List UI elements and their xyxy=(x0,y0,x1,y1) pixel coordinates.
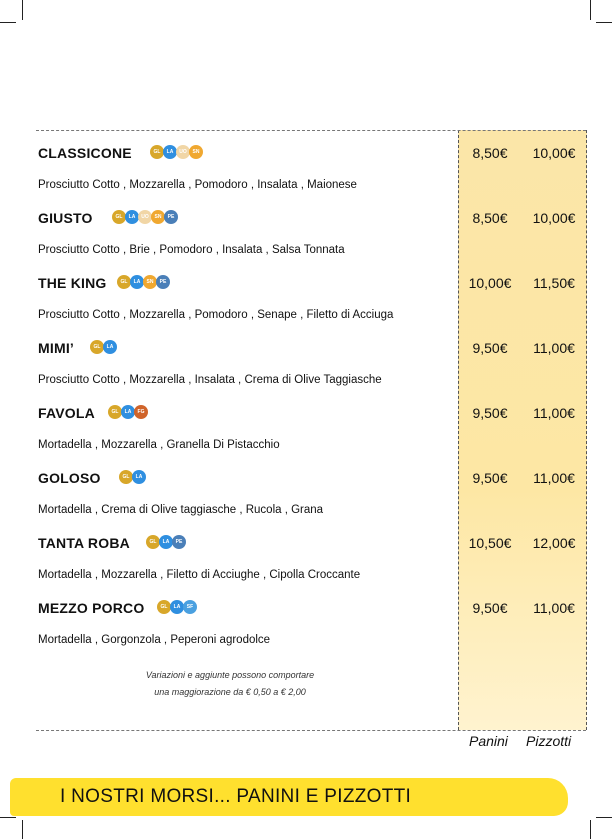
item-description: Prosciutto Cotto , Brie , Pomodoro , Insalata , Salsa Tonnata xyxy=(38,244,345,256)
item-description: Prosciutto Cotto , Mozzarella , Pomodoro , Senape , Filetto di Acciuga xyxy=(38,309,394,321)
panini-price: 10,50€ xyxy=(468,535,512,551)
panini-price: 9,50€ xyxy=(472,405,508,421)
allergen-badge: GL xyxy=(90,340,104,354)
allergen-badge: UO xyxy=(138,210,152,224)
panini-price: 9,50€ xyxy=(472,600,508,616)
pizzotti-price: 11,50€ xyxy=(533,275,575,291)
allergen-badge: GL xyxy=(150,145,164,159)
panini-price: 8,50€ xyxy=(472,210,508,226)
item-description: Prosciutto Cotto , Mozzarella , Insalata , Crema di Olive Taggiasche xyxy=(38,374,382,386)
item-description: Mortadella , Gorgonzola , Peperoni agrodolce xyxy=(38,634,271,646)
pizzotti-price: 11,00€ xyxy=(533,470,575,486)
allergen-badge: GL xyxy=(146,535,160,549)
pizzotti-price: 11,00€ xyxy=(533,340,575,356)
pizzotti-price: 11,00€ xyxy=(533,600,575,616)
item-description: Prosciutto Cotto , Mozzarella , Pomodoro , Insalata , Maionese xyxy=(38,179,357,191)
allergen-badge: PE xyxy=(172,535,186,549)
item-name: MEZZO PORCO xyxy=(38,600,145,616)
item-name: GIUSTO xyxy=(38,210,93,226)
allergen-badges xyxy=(150,145,202,159)
note-line-1: Variazioni e aggiunte possono comportare xyxy=(145,670,315,680)
allergen-badges xyxy=(112,210,177,224)
allergen-badge: LA xyxy=(130,275,144,289)
panini-price: 9,50€ xyxy=(472,340,508,356)
pizzotti-price: 11,00€ xyxy=(533,405,575,421)
banner-title: I NOSTRI MORSI... PANINI E PIZZOTTI xyxy=(60,786,412,807)
allergen-badge: SN xyxy=(151,210,165,224)
panini-price: 8,50€ xyxy=(472,145,508,161)
allergen-badge: SN xyxy=(143,275,157,289)
allergen-badge: LA xyxy=(121,405,135,419)
allergen-badges xyxy=(119,470,145,484)
allergen-badges xyxy=(117,275,169,289)
allergen-badge: GL xyxy=(157,600,171,614)
item-name: GOLOSO xyxy=(38,470,101,486)
allergen-badge: GL xyxy=(117,275,131,289)
allergen-badges xyxy=(90,340,116,354)
crop-mark xyxy=(590,0,591,20)
allergen-badges xyxy=(157,600,196,614)
crop-mark xyxy=(596,22,612,23)
allergen-badge: PE xyxy=(164,210,178,224)
panini-price: 9,50€ xyxy=(472,470,508,486)
allergen-badge: GL xyxy=(112,210,126,224)
pizzotti-column-label: Pizzotti xyxy=(526,733,572,749)
pizzotti-price: 12,00€ xyxy=(532,535,576,551)
allergen-badge: PE xyxy=(156,275,170,289)
variation-note xyxy=(110,667,350,701)
pizzotti-price: 10,00€ xyxy=(532,145,576,161)
item-name: MIMI’ xyxy=(38,340,74,356)
panini-column-label: Panini xyxy=(469,733,508,749)
item-name: THE KING xyxy=(38,275,107,291)
allergen-badge: FG xyxy=(134,405,148,419)
item-name: FAVOLA xyxy=(38,405,95,421)
crop-mark xyxy=(596,817,612,818)
crop-mark xyxy=(590,820,591,839)
allergen-badge: SN xyxy=(189,145,203,159)
crop-mark xyxy=(22,0,23,20)
allergen-badges xyxy=(108,405,147,419)
crop-mark xyxy=(0,22,16,23)
allergen-badge: LA xyxy=(159,535,173,549)
allergen-badge: LA xyxy=(103,340,117,354)
allergen-badge: LA xyxy=(163,145,177,159)
item-name: CLASSICONE xyxy=(38,145,132,161)
item-name: TANTA ROBA xyxy=(38,535,130,551)
allergen-badges xyxy=(146,535,185,549)
allergen-badge: LA xyxy=(132,470,146,484)
panini-price: 10,00€ xyxy=(468,275,512,291)
allergen-badge: UO xyxy=(176,145,190,159)
pizzotti-price: 10,00€ xyxy=(532,210,576,226)
allergen-badge: SF xyxy=(183,600,197,614)
allergen-badge: GL xyxy=(119,470,133,484)
item-description: Mortadella , Mozzarella , Granella Di Pistacchio xyxy=(38,439,280,451)
note-line-2: una maggiorazione da € 0,50 a € 2,00 xyxy=(154,687,306,697)
crop-mark xyxy=(0,817,16,818)
allergen-badge: LA xyxy=(170,600,184,614)
allergen-badge: GL xyxy=(108,405,122,419)
bottom-divider xyxy=(36,730,586,731)
item-description: Mortadella , Crema di Olive taggiasche , Rucola , Grana xyxy=(38,504,324,516)
allergen-badge: LA xyxy=(125,210,139,224)
top-divider xyxy=(36,130,586,131)
item-description: Mortadella , Mozzarella , Filetto di Acciughe , Cipolla Croccante xyxy=(38,569,361,581)
crop-mark xyxy=(22,820,23,839)
